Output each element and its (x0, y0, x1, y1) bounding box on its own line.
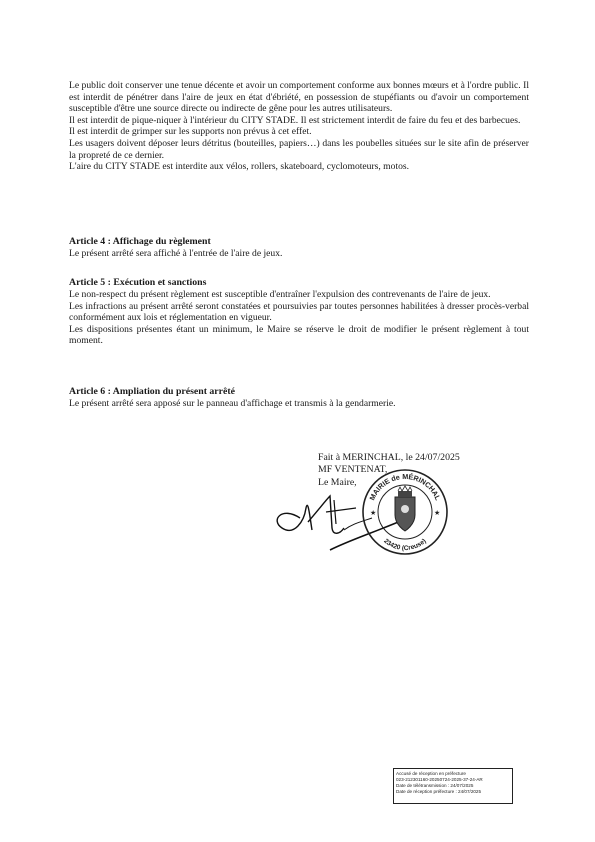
paragraph-vehicles: L'aire du CITY STADE est interdite aux vélos, rollers, skateboard, cyclomoteurs, motos. (69, 161, 410, 173)
receipt-id: 023-212301160-20250724-2025-37-24-AR (396, 777, 483, 782)
article-4-title: Article 4 : Affichage du règlement (69, 236, 211, 247)
article-5-body (69, 289, 529, 347)
article-6-text: Le présent arrêté sera apposé sur le panneau d'affichage et transmis à la gendarmerie. (69, 398, 396, 409)
mairie-seal (360, 467, 450, 557)
paragraph-conduct: Le public doit conserver une tenue décente et avoir un comportement conforme aux bonnes mœurs et à l'ordre public. Il est interdit de pénétrer dans l'aire de jeux en état d'ébriété, en possession de stupéfiants ou d'avoir un comportement susceptible d'être une source directe ou indirecte de gêne pour les autres utilisateurs. (69, 80, 529, 115)
paragraph-waste: Les usagers doivent déposer leurs détritus (bouteilles, papiers…) dans les poubelles situées sur le site afin de préserver la propreté de ce dernier. (69, 137, 529, 161)
mayor-name: MF VENTENAT, (318, 464, 388, 475)
paragraph-picnic: Il est interdit de pique-niquer à l'intérieur du CITY STADE. Il est strictement interdit de faire du feu et des barbecues. (69, 114, 521, 126)
mayor-role: Le Maire, (318, 477, 357, 488)
article-4-text: Le présent arrêté sera affiché à l'entrée de l'aire de jeux. (69, 248, 283, 259)
article-5-paragraph: Les dispositions présentes étant un minimum, le Maire se réserve le droit de modifier le présent règlement à tout moment. (69, 323, 529, 347)
svg-text:★: ★ (370, 510, 377, 517)
seal-bottom-text: 23420 (Creuse) (382, 537, 428, 553)
place-date: Fait à MERINCHAL, le 24/07/2025 (318, 452, 460, 463)
receipt-title: Accusé de réception en préfecture (396, 771, 466, 776)
receipt-reception-date: Date de réception préfecture : 24/07/2025 (396, 789, 482, 794)
article-5-paragraph: Les infractions au présent arrêté seront constatées et poursuivies par toutes personnes habilitées à dresser procès-verbal conformément aux lois et réglementation en vigueur. (69, 300, 529, 324)
svg-text:23420 (Creuse) (382, 538, 427, 552)
article-6-title: Article 6 : Ampliation du présent arrêté (69, 386, 235, 397)
paragraph-climbing: Il est interdit de grimper sur les supports non prévus à cet effet. (69, 126, 312, 138)
article-5-title: Article 5 : Exécution et sanctions (69, 277, 207, 288)
receipt-transmission-date: Date de télétransmission : 24/07/2025 (396, 783, 474, 788)
svg-text:★: ★ (434, 510, 441, 517)
article-5-paragraph: Le non-respect du présent règlement est susceptible d'entraîner l'expulsion des contrevenants de l'aire de jeux. (69, 289, 491, 300)
rules-text (69, 80, 529, 173)
seal-top-text: MAIRIE de MÉRINCHAL (367, 471, 443, 502)
